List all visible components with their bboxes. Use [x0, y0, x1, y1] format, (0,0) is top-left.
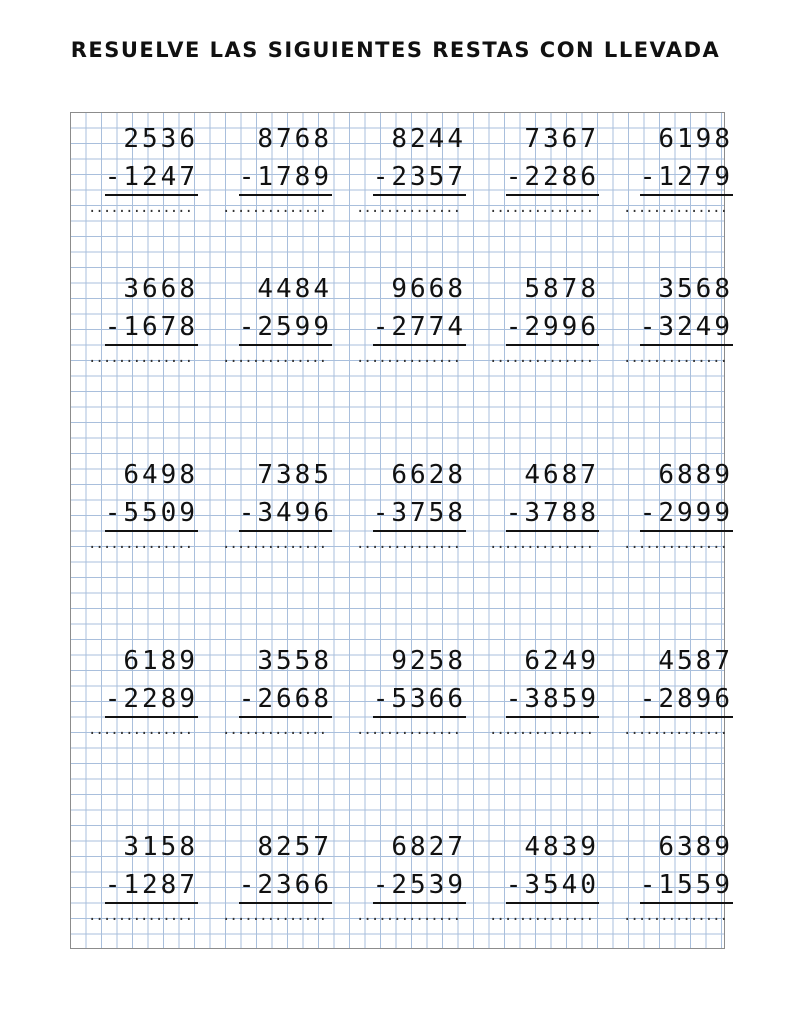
answer-line[interactable]: .............. — [623, 350, 728, 366]
answer-line[interactable]: .............. — [623, 908, 728, 924]
subtraction-problem — [88, 832, 198, 942]
subtrahend: -2286 — [506, 162, 599, 196]
subtraction-problem — [489, 124, 599, 234]
minuend: 8244 — [391, 124, 466, 154]
subtrahend: -3859 — [506, 684, 599, 718]
subtrahend: -2774 — [373, 312, 466, 346]
subtraction-problem — [489, 832, 599, 942]
answer-line[interactable]: .............. — [356, 536, 461, 552]
subtraction-problem — [88, 460, 198, 570]
answer-line[interactable]: .............. — [623, 200, 728, 216]
subtrahend: -1287 — [105, 870, 198, 904]
subtraction-problem — [356, 460, 466, 570]
answer-line[interactable]: .............. — [489, 536, 594, 552]
minuend: 8768 — [257, 124, 332, 154]
subtraction-problem — [88, 274, 198, 384]
subtraction-problem — [356, 124, 466, 234]
worksheet-title: RESUELVE LAS SIGUIENTES RESTAS CON LLEVADA — [70, 38, 721, 62]
answer-line[interactable]: .............. — [88, 536, 193, 552]
subtrahend: -2366 — [239, 870, 332, 904]
subtrahend: -5366 — [373, 684, 466, 718]
subtrahend: -1559 — [640, 870, 733, 904]
minuend: 4687 — [524, 460, 599, 490]
minuend: 3158 — [123, 832, 198, 862]
subtraction-problem — [356, 646, 466, 756]
minuend: 4484 — [257, 274, 332, 304]
answer-line[interactable]: .............. — [222, 722, 327, 738]
subtrahend: -2896 — [640, 684, 733, 718]
minuend: 9668 — [391, 274, 466, 304]
subtrahend: -2539 — [373, 870, 466, 904]
answer-line[interactable]: .............. — [356, 350, 461, 366]
subtraction-problem — [623, 274, 733, 384]
answer-line[interactable]: .............. — [356, 722, 461, 738]
minuend: 8257 — [257, 832, 332, 862]
answer-line[interactable]: .............. — [623, 722, 728, 738]
minuend: 6198 — [658, 124, 733, 154]
minuend: 3668 — [123, 274, 198, 304]
minuend: 2536 — [123, 124, 198, 154]
minuend: 3568 — [658, 274, 733, 304]
graph-paper-grid — [70, 112, 733, 949]
minuend: 7385 — [257, 460, 332, 490]
subtraction-problem — [623, 832, 733, 942]
answer-line[interactable]: .............. — [88, 200, 193, 216]
minuend: 6628 — [391, 460, 466, 490]
answer-line[interactable]: .............. — [489, 350, 594, 366]
answer-line[interactable]: .............. — [222, 908, 327, 924]
answer-line[interactable]: .............. — [88, 722, 193, 738]
subtraction-problem — [222, 124, 332, 234]
minuend: 6389 — [658, 832, 733, 862]
subtraction-problem — [88, 124, 198, 234]
subtrahend: -2668 — [239, 684, 332, 718]
subtrahend: -3788 — [506, 498, 599, 532]
subtraction-problem — [222, 460, 332, 570]
subtrahend: -2357 — [373, 162, 466, 196]
minuend: 6889 — [658, 460, 733, 490]
answer-line[interactable]: .............. — [222, 350, 327, 366]
answer-line[interactable]: .............. — [88, 908, 193, 924]
subtraction-problem — [88, 646, 198, 756]
subtraction-problem — [489, 274, 599, 384]
subtrahend: -5509 — [105, 498, 198, 532]
subtrahend: -3249 — [640, 312, 733, 346]
subtrahend: -2999 — [640, 498, 733, 532]
subtraction-problem — [623, 124, 733, 234]
answer-line[interactable]: .............. — [222, 536, 327, 552]
answer-line[interactable]: .............. — [356, 908, 461, 924]
minuend: 6498 — [123, 460, 198, 490]
subtrahend: -1279 — [640, 162, 733, 196]
subtraction-problem — [222, 832, 332, 942]
subtrahend: -3496 — [239, 498, 332, 532]
answer-line[interactable]: .............. — [356, 200, 461, 216]
minuend: 4587 — [658, 646, 733, 676]
minuend: 6189 — [123, 646, 198, 676]
subtraction-problem — [623, 646, 733, 756]
minuend: 9258 — [391, 646, 466, 676]
subtraction-problem — [222, 274, 332, 384]
minuend: 4839 — [524, 832, 599, 862]
subtrahend: -1678 — [105, 312, 198, 346]
subtraction-problem — [623, 460, 733, 570]
answer-line[interactable]: .............. — [489, 908, 594, 924]
answer-line[interactable]: .............. — [489, 722, 594, 738]
subtrahend: -1247 — [105, 162, 198, 196]
answer-line[interactable]: .............. — [489, 200, 594, 216]
subtrahend: -2289 — [105, 684, 198, 718]
subtraction-problem — [356, 274, 466, 384]
subtraction-problem — [356, 832, 466, 942]
subtraction-problem — [222, 646, 332, 756]
answer-line[interactable]: .............. — [222, 200, 327, 216]
answer-line[interactable]: .............. — [623, 536, 728, 552]
minuend: 6827 — [391, 832, 466, 862]
answer-line[interactable]: .............. — [88, 350, 193, 366]
minuend: 7367 — [524, 124, 599, 154]
minuend: 5878 — [524, 274, 599, 304]
subtraction-problem — [489, 460, 599, 570]
subtrahend: -2599 — [239, 312, 332, 346]
subtrahend: -3758 — [373, 498, 466, 532]
subtraction-problem — [489, 646, 599, 756]
minuend: 6249 — [524, 646, 599, 676]
minuend: 3558 — [257, 646, 332, 676]
subtrahend: -2996 — [506, 312, 599, 346]
subtrahend: -3540 — [506, 870, 599, 904]
subtrahend: -1789 — [239, 162, 332, 196]
